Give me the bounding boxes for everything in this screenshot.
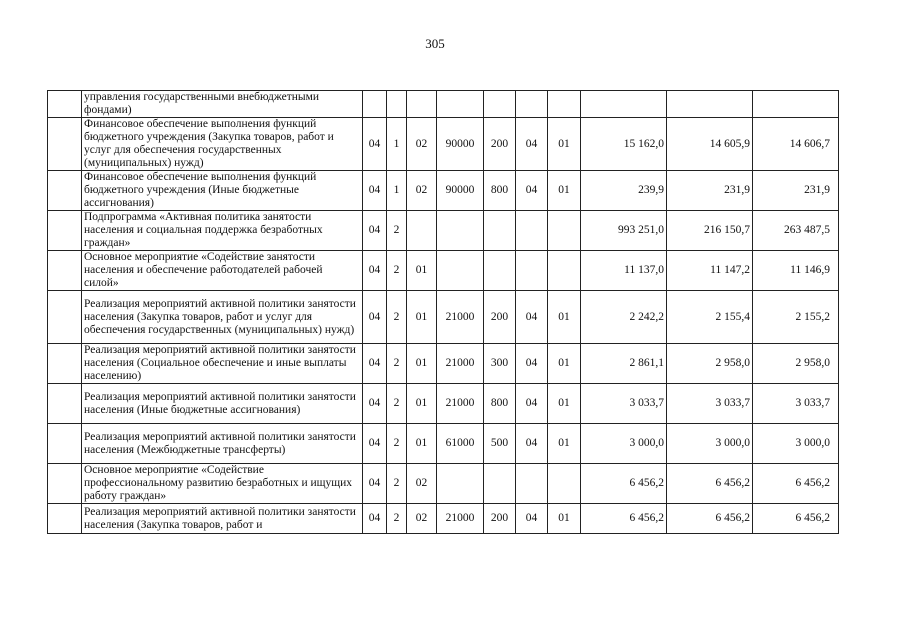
amount-cell: 15 162,0 bbox=[581, 118, 667, 171]
code-cell: 01 bbox=[548, 291, 581, 344]
code-cell: 300 bbox=[484, 344, 516, 384]
blank-cell bbox=[48, 171, 82, 211]
amount-cell: 2 861,1 bbox=[581, 344, 667, 384]
code-cell: 01 bbox=[548, 424, 581, 464]
code-cell bbox=[437, 464, 484, 504]
code-cell: 04 bbox=[516, 344, 548, 384]
code-cell bbox=[484, 91, 516, 118]
code-cell: 04 bbox=[363, 344, 387, 384]
code-cell: 2 bbox=[387, 504, 407, 534]
code-cell bbox=[516, 91, 548, 118]
blank-cell bbox=[48, 504, 82, 534]
amount-cell: 6 456,2 bbox=[667, 464, 753, 504]
amount-cell: 3 033,7 bbox=[581, 384, 667, 424]
amount-cell: 6 456,2 bbox=[667, 504, 753, 534]
code-cell: 04 bbox=[363, 384, 387, 424]
amount-cell: 11 146,9 bbox=[753, 251, 839, 291]
code-cell: 04 bbox=[363, 464, 387, 504]
code-cell: 21000 bbox=[437, 291, 484, 344]
table-row bbox=[48, 291, 839, 344]
row-name: Реализация мероприятий активной политики занятости населения (Межбюджетные трансферты) bbox=[82, 424, 363, 464]
code-cell bbox=[484, 464, 516, 504]
amount-cell: 2 155,2 bbox=[753, 291, 839, 344]
blank-cell bbox=[48, 91, 82, 118]
code-cell: 21000 bbox=[437, 504, 484, 534]
amount-cell: 216 150,7 bbox=[667, 211, 753, 251]
code-cell: 04 bbox=[516, 118, 548, 171]
table-row bbox=[48, 464, 839, 504]
table-row bbox=[48, 251, 839, 291]
page-number: 305 bbox=[425, 36, 445, 51]
amount-cell bbox=[667, 91, 753, 118]
row-name: Основное мероприятие «Содействие профессиональному развитию безработных и ищущих работу граждан» bbox=[82, 464, 363, 504]
amount-cell: 2 958,0 bbox=[667, 344, 753, 384]
amount-cell: 231,9 bbox=[667, 171, 753, 211]
amount-cell: 2 242,2 bbox=[581, 291, 667, 344]
code-cell bbox=[548, 251, 581, 291]
amount-cell: 3 033,7 bbox=[667, 384, 753, 424]
code-cell: 04 bbox=[363, 504, 387, 534]
code-cell: 2 bbox=[387, 211, 407, 251]
code-cell: 200 bbox=[484, 291, 516, 344]
row-name: Финансовое обеспечение выполнения функций бюджетного учреждения (Иные бюджетные ассигнования) bbox=[82, 171, 363, 211]
code-cell: 04 bbox=[363, 118, 387, 171]
code-cell: 21000 bbox=[437, 384, 484, 424]
code-cell: 01 bbox=[407, 424, 437, 464]
amount-cell: 231,9 bbox=[753, 171, 839, 211]
code-cell: 02 bbox=[407, 171, 437, 211]
code-cell: 02 bbox=[407, 118, 437, 171]
code-cell bbox=[484, 211, 516, 251]
code-cell: 04 bbox=[363, 171, 387, 211]
amount-cell: 263 487,5 bbox=[753, 211, 839, 251]
code-cell: 04 bbox=[516, 384, 548, 424]
amount-cell: 2 155,4 bbox=[667, 291, 753, 344]
row-name: Реализация мероприятий активной политики занятости населения (Социальное обеспечение и иные выплаты населению) bbox=[82, 344, 363, 384]
code-cell: 01 bbox=[407, 251, 437, 291]
code-cell: 1 bbox=[387, 118, 407, 171]
code-cell bbox=[484, 251, 516, 291]
code-cell: 2 bbox=[387, 344, 407, 384]
row-name: Реализация мероприятий активной политики занятости населения (Иные бюджетные ассигнования) bbox=[82, 384, 363, 424]
code-cell bbox=[363, 91, 387, 118]
table-row bbox=[48, 91, 839, 118]
code-cell: 04 bbox=[363, 424, 387, 464]
blank-cell bbox=[48, 291, 82, 344]
amount-cell: 239,9 bbox=[581, 171, 667, 211]
code-cell: 61000 bbox=[437, 424, 484, 464]
amount-cell: 2 958,0 bbox=[753, 344, 839, 384]
amount-cell: 6 456,2 bbox=[581, 464, 667, 504]
code-cell: 800 bbox=[484, 384, 516, 424]
code-cell bbox=[407, 211, 437, 251]
row-name: управления государственными внебюджетными фондами) bbox=[82, 91, 363, 118]
amount-cell: 11 147,2 bbox=[667, 251, 753, 291]
table-row bbox=[48, 344, 839, 384]
amount-cell bbox=[581, 91, 667, 118]
code-cell: 04 bbox=[363, 251, 387, 291]
code-cell bbox=[437, 91, 484, 118]
row-name: Реализация мероприятий активной политики занятости населения (Закупка товаров, работ и bbox=[82, 504, 363, 534]
code-cell: 1 bbox=[387, 171, 407, 211]
code-cell: 04 bbox=[363, 291, 387, 344]
code-cell: 21000 bbox=[437, 344, 484, 384]
code-cell: 2 bbox=[387, 384, 407, 424]
code-cell: 200 bbox=[484, 504, 516, 534]
code-cell: 01 bbox=[548, 344, 581, 384]
code-cell: 04 bbox=[516, 504, 548, 534]
table-row bbox=[48, 171, 839, 211]
code-cell: 04 bbox=[363, 211, 387, 251]
table-row bbox=[48, 424, 839, 464]
blank-cell bbox=[48, 211, 82, 251]
blank-cell bbox=[48, 344, 82, 384]
code-cell bbox=[437, 211, 484, 251]
amount-cell: 3 033,7 bbox=[753, 384, 839, 424]
code-cell bbox=[516, 251, 548, 291]
amount-cell: 993 251,0 bbox=[581, 211, 667, 251]
amount-cell: 14 606,7 bbox=[753, 118, 839, 171]
row-name: Финансовое обеспечение выполнения функций бюджетного учреждения (Закупка товаров, работ и услуг для обеспечения государственных (муниципальных) нужд) bbox=[82, 118, 363, 171]
amount-cell: 11 137,0 bbox=[581, 251, 667, 291]
code-cell bbox=[548, 211, 581, 251]
code-cell: 04 bbox=[516, 424, 548, 464]
code-cell: 04 bbox=[516, 291, 548, 344]
blank-cell bbox=[48, 251, 82, 291]
row-name: Реализация мероприятий активной политики занятости населения (Закупка товаров, работ и услуг для обеспечения государственных (муниципальных) нужд) bbox=[82, 291, 363, 344]
code-cell: 2 bbox=[387, 251, 407, 291]
blank-cell bbox=[48, 384, 82, 424]
code-cell: 800 bbox=[484, 171, 516, 211]
amount-cell: 3 000,0 bbox=[667, 424, 753, 464]
table-row bbox=[48, 118, 839, 171]
code-cell: 2 bbox=[387, 291, 407, 344]
code-cell bbox=[387, 91, 407, 118]
row-name: Основное мероприятие «Содействие занятости населения и обеспечение работодателей рабочей силой» bbox=[82, 251, 363, 291]
budget-table bbox=[47, 90, 839, 534]
code-cell: 01 bbox=[407, 384, 437, 424]
amount-cell: 6 456,2 bbox=[753, 504, 839, 534]
code-cell: 01 bbox=[548, 504, 581, 534]
code-cell: 01 bbox=[407, 344, 437, 384]
code-cell: 02 bbox=[407, 464, 437, 504]
amount-cell: 6 456,2 bbox=[753, 464, 839, 504]
amount-cell: 14 605,9 bbox=[667, 118, 753, 171]
code-cell bbox=[516, 211, 548, 251]
amount-cell: 3 000,0 bbox=[753, 424, 839, 464]
code-cell bbox=[437, 251, 484, 291]
table-row bbox=[48, 504, 839, 534]
blank-cell bbox=[48, 424, 82, 464]
code-cell: 90000 bbox=[437, 118, 484, 171]
code-cell: 02 bbox=[407, 504, 437, 534]
code-cell: 500 bbox=[484, 424, 516, 464]
code-cell: 01 bbox=[548, 384, 581, 424]
code-cell bbox=[548, 464, 581, 504]
amount-cell: 3 000,0 bbox=[581, 424, 667, 464]
amount-cell bbox=[753, 91, 839, 118]
code-cell: 90000 bbox=[437, 171, 484, 211]
table-row bbox=[48, 384, 839, 424]
code-cell bbox=[407, 91, 437, 118]
code-cell: 2 bbox=[387, 424, 407, 464]
code-cell: 01 bbox=[548, 118, 581, 171]
code-cell: 04 bbox=[516, 171, 548, 211]
code-cell: 01 bbox=[407, 291, 437, 344]
code-cell: 2 bbox=[387, 464, 407, 504]
row-name: Подпрограмма «Активная политика занятости населения и социальная поддержка безработных граждан» bbox=[82, 211, 363, 251]
code-cell bbox=[548, 91, 581, 118]
blank-cell bbox=[48, 118, 82, 171]
table-row bbox=[48, 211, 839, 251]
code-cell: 01 bbox=[548, 171, 581, 211]
amount-cell: 6 456,2 bbox=[581, 504, 667, 534]
code-cell: 200 bbox=[484, 118, 516, 171]
blank-cell bbox=[48, 464, 82, 504]
code-cell bbox=[516, 464, 548, 504]
